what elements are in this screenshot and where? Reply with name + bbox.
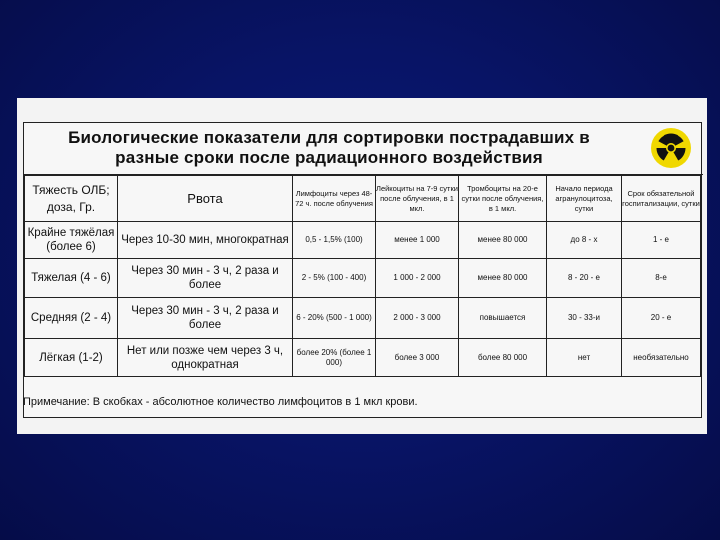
severity-cell: Лёгкая (1-2) <box>25 339 118 377</box>
platelets-cell: более 80 000 <box>459 339 547 377</box>
header-lymphocytes: Лимфоциты через 48-72 ч. после облучения <box>293 176 376 222</box>
platelets-cell: менее 80 000 <box>459 222 547 259</box>
lymphocytes-cell: более 20% (более 1 000) <box>293 339 376 377</box>
severity-cell: Крайне тяжёлая (более 6) <box>25 222 118 259</box>
severity-cell: Тяжелая (4 - 6) <box>25 259 118 298</box>
agranulocytosis-cell: 8 - 20 - е <box>547 259 622 298</box>
table-row <box>25 222 701 259</box>
footnote: Примечание: В скобках - абсолютное количество лимфоцитов в 1 мкл крови. <box>23 396 418 408</box>
vomiting-cell: Через 30 мин - 3 ч, 2 раза и более <box>118 259 293 298</box>
hospitalization-cell: 8-е <box>622 259 701 298</box>
agranulocytosis-cell: до 8 - х <box>547 222 622 259</box>
title-block <box>24 123 703 175</box>
radiation-hazard-icon <box>650 127 692 169</box>
vomiting-cell: Нет или позже чем через 3 ч, однократная <box>118 339 293 377</box>
leukocytes-cell: 1 000 - 2 000 <box>376 259 459 298</box>
header-leukocytes: Лейкоциты на 7-9 сутки после облучения, в 1 мкл. <box>376 176 459 222</box>
agranulocytosis-cell: нет <box>547 339 622 377</box>
vomiting-cell: Через 30 мин - 3 ч, 2 раза и более <box>118 298 293 339</box>
slide-image <box>17 98 707 434</box>
platelets-cell: повышается <box>459 298 547 339</box>
lymphocytes-cell: 6 - 20% (500 - 1 000) <box>293 298 376 339</box>
table-row <box>25 339 701 377</box>
table-header-row <box>25 176 701 222</box>
table-row <box>25 298 701 339</box>
title-line-2: разные сроки после радиационного воздействия <box>115 148 543 167</box>
header-hospitalization: Срок обязательной госпитализации, сутки <box>622 176 701 222</box>
leukocytes-cell: более 3 000 <box>376 339 459 377</box>
leukocytes-cell: 2 000 - 3 000 <box>376 298 459 339</box>
title-line-1: Биологические показатели для сортировки пострадавших в <box>68 128 590 147</box>
header-severity: Тяжесть ОЛБ; доза, Гр. <box>25 176 118 222</box>
triage-table-frame <box>23 122 702 418</box>
header-platelets: Тромбоциты на 20-е сутки после облучения, в 1 мкл. <box>459 176 547 222</box>
platelets-cell: менее 80 000 <box>459 259 547 298</box>
agranulocytosis-cell: 30 - 33-и <box>547 298 622 339</box>
vomiting-cell: Через 10-30 мин, многократная <box>118 222 293 259</box>
severity-cell: Средняя (2 - 4) <box>25 298 118 339</box>
leukocytes-cell: менее 1 000 <box>376 222 459 259</box>
lymphocytes-cell: 0,5 - 1,5% (100) <box>293 222 376 259</box>
header-vomiting: Рвота <box>118 176 293 222</box>
hospitalization-cell: 20 - е <box>622 298 701 339</box>
hospitalization-cell: необязательно <box>622 339 701 377</box>
triage-table <box>24 175 701 377</box>
header-agranulocytosis: Начало периода агранулоцитоза, сутки <box>547 176 622 222</box>
hospitalization-cell: 1 - е <box>622 222 701 259</box>
lymphocytes-cell: 2 - 5% (100 - 400) <box>293 259 376 298</box>
table-row <box>25 259 701 298</box>
